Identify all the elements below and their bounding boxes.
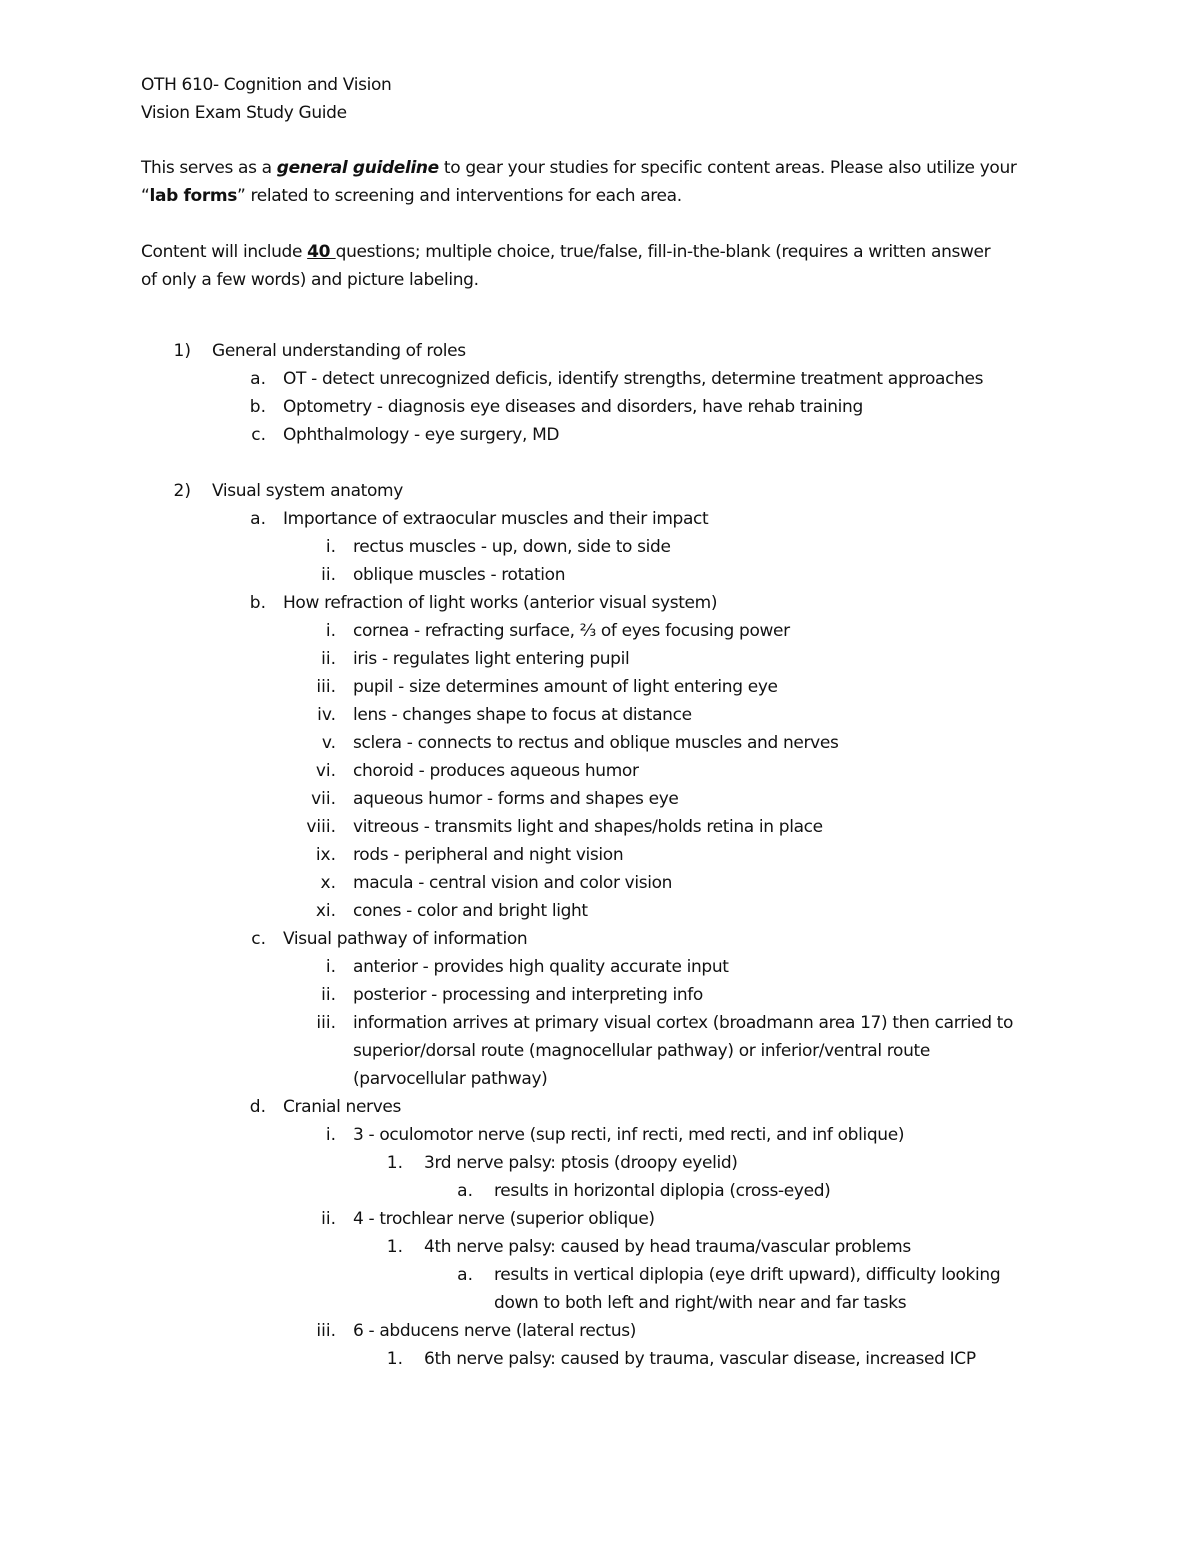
list-marker: i. — [325, 537, 336, 557]
list-item: iris - regulates light entering pupil — [353, 649, 630, 669]
list-item: choroid - produces aqueous humor — [353, 761, 639, 781]
list-item: aqueous humor - forms and shapes eye — [353, 789, 679, 809]
list-item-line: down to both left and right/with near and far tasks — [494, 1293, 907, 1313]
list-marker: c. — [251, 425, 266, 445]
list-item: anterior - provides high quality accurate input — [353, 957, 729, 977]
list-marker: iv. — [317, 705, 336, 725]
list-marker: iii. — [316, 677, 336, 697]
list-marker: 1. — [386, 1349, 403, 1369]
list-item: rectus muscles - up, down, side to side — [353, 537, 671, 557]
list-item: 4 - trochlear nerve (superior oblique) — [353, 1209, 655, 1229]
list-marker: a. — [457, 1181, 473, 1201]
list-item: posterior - processing and interpreting info — [353, 985, 703, 1005]
list-item: cornea - refracting surface, ⅔ of eyes focusing power — [353, 621, 790, 641]
list-marker: v. — [321, 733, 336, 753]
list-item-line: (parvocellular pathway) — [353, 1069, 548, 1089]
list-item: oblique muscles - rotation — [353, 565, 566, 585]
list-marker: a. — [250, 509, 266, 529]
list-marker: a. — [250, 369, 266, 389]
list-marker: ii. — [321, 565, 336, 585]
section-title: Visual system anatomy — [212, 481, 403, 501]
list-item: Optometry - diagnosis eye diseases and disorders, have rehab training — [283, 397, 863, 417]
list-item: OT - detect unrecognized deficis, identify strengths, determine treatment approaches — [283, 369, 984, 389]
list-item: results in horizontal diplopia (cross-eyed) — [494, 1181, 831, 1201]
list-marker: ix. — [315, 845, 336, 865]
list-marker: i. — [325, 957, 336, 977]
list-item: 6 - abducens nerve (lateral rectus) — [353, 1321, 637, 1341]
list-item: sclera - connects to rectus and oblique muscles and nerves — [353, 733, 839, 753]
list-item: rods - peripheral and night vision — [353, 845, 624, 865]
intro-paragraph-line-1: This serves as a general guideline to gear your studies for specific content areas. Please also utilize your — [141, 158, 1017, 178]
list-item: cones - color and bright light — [353, 901, 588, 921]
list-marker: vii. — [311, 789, 336, 809]
list-item-line: information arrives at primary visual cortex (broadmann area 17) then carried to — [353, 1013, 1014, 1033]
list-marker: 1. — [386, 1153, 403, 1173]
list-item: vitreous - transmits light and shapes/holds retina in place — [353, 817, 823, 837]
list-item-line: superior/dorsal route (magnocellular pathway) or inferior/ventral route — [353, 1041, 930, 1061]
section-title: General understanding of roles — [212, 341, 466, 361]
subsection-title: Visual pathway of information — [283, 929, 528, 949]
list-marker: ii. — [321, 649, 336, 669]
list-marker: iii. — [316, 1013, 336, 1033]
list-item: 4th nerve palsy: caused by head trauma/vascular problems — [424, 1237, 911, 1257]
content-paragraph-line-1: Content will include 40 questions; multiple choice, true/false, fill-in-the-blank (requires a written answer — [141, 242, 991, 262]
question-count: 40 — [307, 242, 336, 262]
subsection-title: How refraction of light works (anterior visual system) — [283, 593, 718, 613]
list-marker: a. — [457, 1265, 473, 1285]
list-marker: d. — [249, 1097, 266, 1117]
section-marker: 2) — [173, 481, 191, 501]
list-marker: x. — [320, 873, 336, 893]
list-item: macula - central vision and color vision — [353, 873, 673, 893]
section-marker: 1) — [173, 341, 191, 361]
list-marker: i. — [325, 1125, 336, 1145]
document-title: Vision Exam Study Guide — [141, 103, 347, 123]
list-item: Ophthalmology - eye surgery, MD — [283, 425, 560, 445]
list-marker: b. — [249, 593, 266, 613]
list-marker: 1. — [386, 1237, 403, 1257]
list-marker: iii. — [316, 1321, 336, 1341]
list-marker: ii. — [321, 1209, 336, 1229]
emphasis-general-guideline: general guideline — [276, 158, 439, 178]
list-marker: vi. — [315, 761, 336, 781]
list-item: 3 - oculomotor nerve (sup recti, inf recti, med recti, and inf oblique) — [353, 1125, 905, 1145]
list-item-line: results in vertical diplopia (eye drift upward), difficulty looking — [494, 1265, 1001, 1285]
list-marker: b. — [249, 397, 266, 417]
list-marker: xi. — [315, 901, 336, 921]
subsection-title: Cranial nerves — [283, 1097, 402, 1117]
list-item: 6th nerve palsy: caused by trauma, vascular disease, increased ICP — [424, 1349, 976, 1369]
intro-paragraph-line-2: “lab forms” related to screening and interventions for each area. — [141, 186, 682, 206]
subsection-title: Importance of extraocular muscles and their impact — [283, 509, 709, 529]
list-marker: i. — [325, 621, 336, 641]
list-marker: ii. — [321, 985, 336, 1005]
emphasis-lab-forms: lab forms — [149, 186, 237, 206]
course-title: OTH 610- Cognition and Vision — [141, 75, 392, 95]
list-item: lens - changes shape to focus at distance — [353, 705, 692, 725]
list-item: 3rd nerve palsy: ptosis (droopy eyelid) — [424, 1153, 738, 1173]
list-marker: c. — [251, 929, 266, 949]
content-paragraph-line-2: of only a few words) and picture labeling. — [141, 270, 479, 290]
list-item: pupil - size determines amount of light entering eye — [353, 677, 778, 697]
list-marker: viii. — [306, 817, 336, 837]
